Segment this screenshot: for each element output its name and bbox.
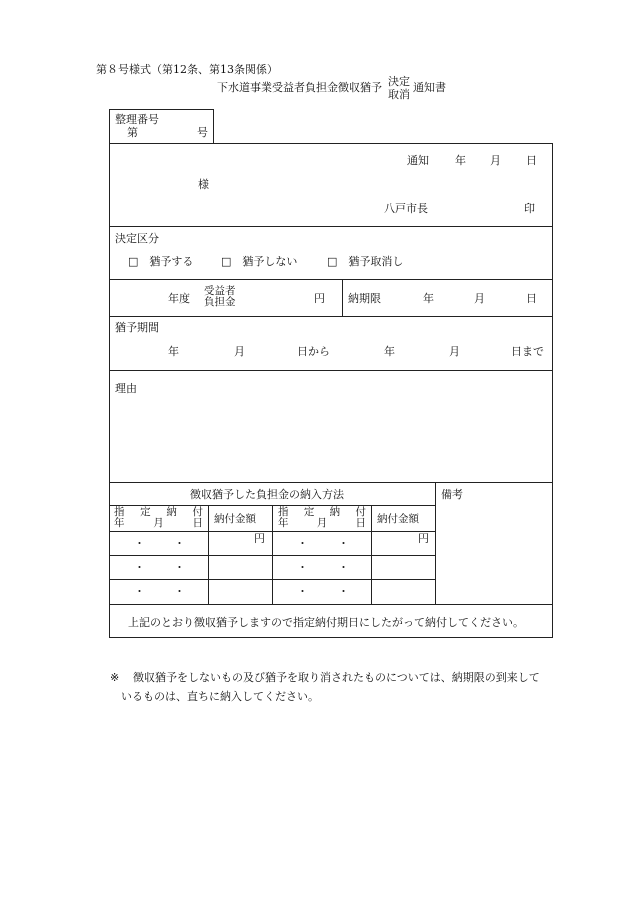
- note-line-1: 徴収猶予をしないもの及び猶予を取り消されたものについては、納期限の到来して: [133, 671, 540, 684]
- addressee-sama: 様: [198, 178, 209, 191]
- divider: [342, 279, 343, 316]
- divider: [109, 316, 553, 317]
- reason-label: 理由: [115, 382, 137, 395]
- reference-go: 号: [197, 126, 208, 139]
- note-line-2: いるものは、直ちに納入してください。: [121, 690, 319, 703]
- note-mark: ※: [110, 671, 120, 684]
- divider: [272, 505, 273, 604]
- header-char: 日: [192, 517, 203, 530]
- divider: [208, 505, 209, 604]
- divider: [435, 482, 436, 604]
- header-char: 年: [114, 517, 125, 530]
- document-title-end: 通知書: [413, 81, 446, 94]
- decision-option-no-defer[interactable]: □ 猶予しない: [221, 255, 298, 268]
- header-char: 定: [140, 506, 151, 518]
- reference-dai: 第: [127, 126, 138, 139]
- seal-mark: 印: [524, 202, 535, 215]
- date-separator: ・: [338, 585, 349, 598]
- notice-year: 年: [455, 154, 466, 167]
- date-separator: ・: [297, 585, 308, 598]
- row-yen-left: 円: [254, 532, 265, 545]
- period-end-day: 日まで: [511, 345, 544, 358]
- col-header-amount-right: 納付金額: [377, 513, 419, 525]
- decision-option-cancel[interactable]: □ 猶予取消し: [327, 255, 404, 268]
- form-number-label: 第８号様式（第12条、第13条関係）: [96, 63, 278, 76]
- col-header-date-right: [278, 507, 366, 529]
- remarks-label: 備考: [441, 488, 463, 501]
- divider: [109, 482, 553, 483]
- notice-month: 月: [490, 154, 501, 167]
- charge-kind-bottom: 負担金: [204, 296, 236, 309]
- payment-table-title: 徴収猶予した負担金の納入方法: [190, 488, 344, 501]
- payment-instruction: 上記のとおり徴収猶予しますので指定納付期日にしたがって納付してください。: [128, 616, 524, 629]
- date-separator: ・: [134, 585, 145, 598]
- decision-option-defer[interactable]: □ 猶予する: [128, 255, 194, 268]
- charge-kind-top: 受益者: [204, 285, 236, 297]
- header-char: 指: [114, 506, 125, 518]
- reference-number-label: 整理番号: [115, 113, 159, 126]
- date-separator: ・: [174, 561, 185, 574]
- date-separator: ・: [134, 561, 145, 574]
- period-end-month: 月: [449, 345, 460, 358]
- notice-day: 日: [526, 154, 537, 167]
- period-start-year: 年: [168, 345, 179, 358]
- period-start-month: 月: [234, 345, 245, 358]
- header-char: 月: [153, 517, 164, 530]
- header-char: 定: [303, 506, 315, 518]
- header-char: 指: [278, 506, 289, 518]
- header-char: 日: [355, 517, 366, 530]
- deadline-year: 年: [423, 292, 434, 305]
- date-separator: ・: [174, 537, 185, 550]
- decision-label: 決定区分: [115, 232, 159, 245]
- divider: [109, 604, 553, 605]
- date-separator: ・: [134, 537, 145, 550]
- date-separator: ・: [174, 585, 185, 598]
- header-char: 納: [166, 506, 177, 518]
- title-option-decision: 決定: [388, 75, 410, 88]
- title-option-cancel: 取消: [388, 88, 410, 101]
- divider: [109, 370, 553, 371]
- mayor-label: 八戸市長: [384, 202, 428, 215]
- period-label: 猶予期間: [115, 321, 159, 334]
- col-header-date-left: [114, 507, 203, 529]
- date-separator: ・: [338, 561, 349, 574]
- document-title: 下水道事業受益者負担金徴収猶予: [217, 81, 382, 94]
- header-char: 付: [192, 506, 203, 518]
- divider: [371, 505, 372, 604]
- deadline-month: 月: [474, 292, 485, 305]
- deadline-label: 納期限: [348, 292, 381, 305]
- divider: [109, 226, 553, 227]
- date-separator: ・: [297, 561, 308, 574]
- header-char: 月: [316, 517, 328, 530]
- header-char: 付: [355, 506, 366, 518]
- deadline-day: 日: [526, 292, 537, 305]
- charge-kind-label: [204, 286, 236, 308]
- amount-yen: 円: [314, 292, 325, 305]
- notice-label: 通知: [407, 154, 429, 167]
- header-char: 年: [278, 517, 289, 530]
- date-separator: ・: [338, 537, 349, 550]
- period-start-day: 日から: [297, 345, 330, 358]
- fiscal-year-label: 年度: [168, 292, 190, 305]
- period-end-year: 年: [384, 345, 395, 358]
- date-separator: ・: [297, 537, 308, 550]
- col-header-amount-left: 納付金額: [214, 513, 256, 525]
- divider: [109, 279, 553, 280]
- header-char: 納: [329, 506, 341, 518]
- row-yen-right: 円: [418, 532, 429, 545]
